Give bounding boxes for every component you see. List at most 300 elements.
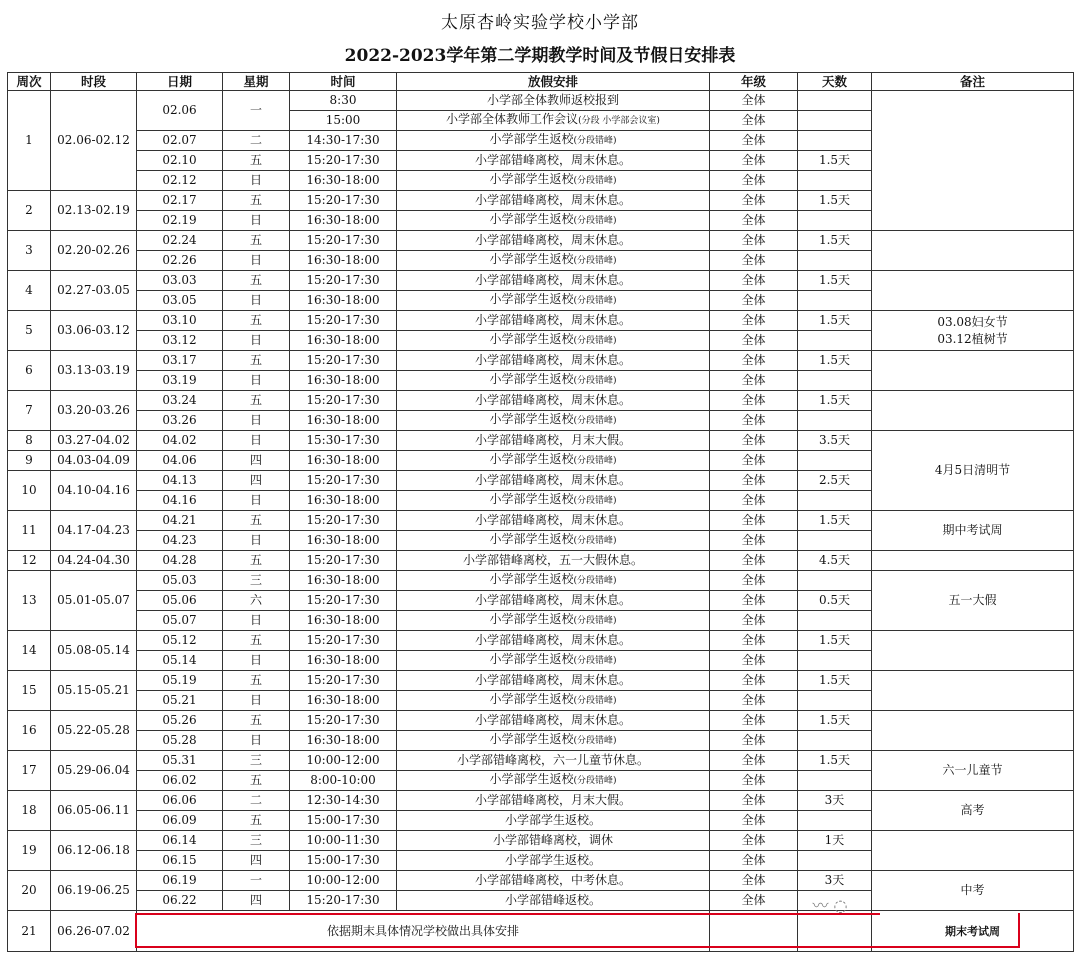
time-cell: 16:30-18:00 bbox=[290, 611, 397, 631]
time-cell: 15:00-17:30 bbox=[290, 811, 397, 831]
date-cell: 05.14 bbox=[137, 651, 223, 671]
weekday-cell: 一 bbox=[223, 91, 290, 131]
grade-cell: 全体 bbox=[710, 891, 798, 911]
table-row bbox=[8, 791, 1074, 811]
days-cell: 1.5天 bbox=[798, 151, 872, 171]
plan-cell bbox=[397, 731, 710, 751]
time-cell: 16:30-18:00 bbox=[290, 731, 397, 751]
date-cell: 06.19 bbox=[137, 871, 223, 891]
date-cell: 02.26 bbox=[137, 251, 223, 271]
page-title: 2022-2023学年第二学期教学时间及节假日安排表 bbox=[344, 46, 736, 66]
plan-note: (分段错峰) bbox=[573, 736, 617, 746]
date-cell: 05.21 bbox=[137, 691, 223, 711]
plan-text: 小学部学生返校。 bbox=[504, 813, 601, 827]
plan-cell bbox=[397, 411, 710, 431]
week-number: 18 bbox=[8, 791, 51, 831]
plan-text: 小学部错峰离校，周末休息。 bbox=[474, 193, 631, 207]
date-cell: 03.26 bbox=[137, 411, 223, 431]
plan-cell bbox=[397, 291, 710, 311]
header-plan: 放假安排 bbox=[397, 73, 710, 91]
header-date: 日期 bbox=[137, 73, 223, 91]
time-cell: 15:20-17:30 bbox=[290, 551, 397, 571]
week-range: 05.01-05.07 bbox=[51, 571, 137, 631]
days-cell bbox=[798, 611, 872, 631]
time-cell: 14:30-17:30 bbox=[290, 131, 397, 151]
date-cell: 03.24 bbox=[137, 391, 223, 411]
grade-cell: 全体 bbox=[710, 651, 798, 671]
grade-cell: 全体 bbox=[710, 451, 798, 471]
week-number: 2 bbox=[8, 191, 51, 231]
notes-cell bbox=[872, 271, 1074, 311]
week-range: 05.08-05.14 bbox=[51, 631, 137, 671]
plan-cell bbox=[397, 891, 710, 911]
days-cell bbox=[798, 851, 872, 871]
grade-cell: 全体 bbox=[710, 251, 798, 271]
weekday-cell: 四 bbox=[223, 851, 290, 871]
week-range: 04.24-04.30 bbox=[51, 551, 137, 571]
table-row bbox=[8, 871, 1074, 891]
days-cell bbox=[798, 531, 872, 551]
time-cell: 15:20-17:30 bbox=[290, 711, 397, 731]
notes-cell bbox=[872, 351, 1074, 391]
time-cell: 15:20-17:30 bbox=[290, 511, 397, 531]
days-cell bbox=[798, 131, 872, 151]
note-mayday: 五一大假 bbox=[948, 593, 997, 607]
days-cell bbox=[798, 651, 872, 671]
grade-cell: 全体 bbox=[710, 471, 798, 491]
date-cell: 05.26 bbox=[137, 711, 223, 731]
date-cell: 04.06 bbox=[137, 451, 223, 471]
plan-text: 小学部错峰离校，月末大假。 bbox=[474, 433, 631, 447]
grade-cell: 全体 bbox=[710, 811, 798, 831]
time-cell: 16:30-18:00 bbox=[290, 451, 397, 471]
grade-cell: 全体 bbox=[710, 311, 798, 331]
week21-plan: 依据期末具体情况学校做出具体安排 bbox=[137, 911, 710, 952]
date-cell: 06.02 bbox=[137, 771, 223, 791]
time-cell: 15:20-17:30 bbox=[290, 391, 397, 411]
time-cell: 15:20-17:30 bbox=[290, 311, 397, 331]
plan-cell bbox=[397, 271, 710, 291]
weekday-cell: 五 bbox=[223, 631, 290, 651]
notes-cell bbox=[872, 431, 1074, 511]
notes-cell bbox=[872, 711, 1074, 751]
week-range: 03.20-03.26 bbox=[51, 391, 137, 431]
weekday-cell: 五 bbox=[223, 391, 290, 411]
week-number: 3 bbox=[8, 231, 51, 271]
date-cell: 03.19 bbox=[137, 371, 223, 391]
week-range: 02.27-03.05 bbox=[51, 271, 137, 311]
date-cell: 02.19 bbox=[137, 211, 223, 231]
plan-cell bbox=[397, 831, 710, 851]
grade-cell: 全体 bbox=[710, 691, 798, 711]
grade-cell: 全体 bbox=[710, 91, 798, 111]
week-range: 03.27-04.02 bbox=[51, 431, 137, 451]
plan-text: 小学部学生返校。 bbox=[504, 853, 601, 867]
plan-note: (分段错峰) bbox=[573, 216, 617, 226]
weekday-cell: 三 bbox=[223, 751, 290, 771]
plan-cell bbox=[397, 171, 710, 191]
days-cell: 1.5天 bbox=[798, 311, 872, 331]
table-row bbox=[8, 91, 1074, 111]
header-row bbox=[8, 73, 1074, 91]
plan-cell bbox=[397, 671, 710, 691]
date-cell: 06.06 bbox=[137, 791, 223, 811]
time-cell: 15:20-17:30 bbox=[290, 471, 397, 491]
time-cell: 15:20-17:30 bbox=[290, 591, 397, 611]
plan-note: (分段错峰) bbox=[573, 656, 617, 666]
week-number: 20 bbox=[8, 871, 51, 911]
weekday-cell: 三 bbox=[223, 571, 290, 591]
weekday-cell: 日 bbox=[223, 411, 290, 431]
notes-cell bbox=[872, 91, 1074, 231]
time-cell: 16:30-18:00 bbox=[290, 331, 397, 351]
days-cell: 1.5天 bbox=[798, 671, 872, 691]
week-range: 06.12-06.18 bbox=[51, 831, 137, 871]
plan-text: 小学部错峰离校，周末休息。 bbox=[474, 473, 631, 487]
days-cell: 1.5天 bbox=[798, 751, 872, 771]
time-cell: 16:30-18:00 bbox=[290, 171, 397, 191]
date-cell: 03.17 bbox=[137, 351, 223, 371]
week-number: 1 bbox=[8, 91, 51, 191]
grade-cell: 全体 bbox=[710, 871, 798, 891]
date-cell: 03.05 bbox=[137, 291, 223, 311]
table-row bbox=[8, 571, 1074, 591]
plan-cell bbox=[397, 451, 710, 471]
plan-cell bbox=[397, 471, 710, 491]
plan-cell bbox=[397, 511, 710, 531]
plan-cell bbox=[397, 571, 710, 591]
plan-text: 小学部错峰离校，调休 bbox=[492, 833, 613, 847]
grade-cell: 全体 bbox=[710, 171, 798, 191]
grade-cell: 全体 bbox=[710, 611, 798, 631]
days-cell: 0.5天 bbox=[798, 591, 872, 611]
grade-cell: 全体 bbox=[710, 791, 798, 811]
notes-cell bbox=[872, 231, 1074, 271]
plan-cell bbox=[397, 751, 710, 771]
plan-text: 小学部学生返校 bbox=[489, 572, 574, 586]
plan-cell bbox=[397, 551, 710, 571]
days-cell: 1.5天 bbox=[798, 391, 872, 411]
plan-cell bbox=[397, 191, 710, 211]
table-row bbox=[8, 671, 1074, 691]
weekday-cell: 四 bbox=[223, 471, 290, 491]
days-cell bbox=[798, 91, 872, 111]
week-number: 13 bbox=[8, 571, 51, 631]
plan-text: 小学部错峰离校，周末休息。 bbox=[474, 313, 631, 327]
grade-cell: 全体 bbox=[710, 231, 798, 251]
days-cell bbox=[798, 571, 872, 591]
grade-cell: 全体 bbox=[710, 591, 798, 611]
date-cell: 02.07 bbox=[137, 131, 223, 151]
time-cell: 15:20-17:30 bbox=[290, 231, 397, 251]
plan-cell bbox=[397, 391, 710, 411]
weekday-cell: 五 bbox=[223, 311, 290, 331]
header-week: 周次 bbox=[8, 73, 51, 91]
time-cell: 16:30-18:00 bbox=[290, 691, 397, 711]
grade-cell: 全体 bbox=[710, 271, 798, 291]
grade-cell: 全体 bbox=[710, 411, 798, 431]
grade-cell: 全体 bbox=[710, 371, 798, 391]
plan-text: 小学部错峰离校，周末休息。 bbox=[474, 673, 631, 687]
table-row bbox=[8, 271, 1074, 291]
week-number: 19 bbox=[8, 831, 51, 871]
days-cell bbox=[798, 491, 872, 511]
plan-cell bbox=[397, 791, 710, 811]
plan-cell bbox=[397, 211, 710, 231]
weekday-cell: 五 bbox=[223, 771, 290, 791]
date-cell: 04.02 bbox=[137, 431, 223, 451]
days-cell: 1天 bbox=[798, 831, 872, 851]
week-range: 05.29-06.04 bbox=[51, 751, 137, 791]
date-cell: 03.10 bbox=[137, 311, 223, 331]
plan-text: 小学部学生返校 bbox=[489, 492, 574, 506]
grade-cell: 全体 bbox=[710, 291, 798, 311]
weekday-cell: 日 bbox=[223, 371, 290, 391]
plan-cell bbox=[397, 631, 710, 651]
plan-cell bbox=[397, 531, 710, 551]
time-cell: 16:30-18:00 bbox=[290, 531, 397, 551]
grade-cell: 全体 bbox=[710, 211, 798, 231]
grade-cell: 全体 bbox=[710, 851, 798, 871]
week-number: 12 bbox=[8, 551, 51, 571]
plan-cell bbox=[397, 331, 710, 351]
time-cell: 16:30-18:00 bbox=[290, 211, 397, 231]
plan-text: 小学部错峰离校，周末休息。 bbox=[474, 393, 631, 407]
plan-text: 小学部学生返校 bbox=[489, 172, 574, 186]
time-cell: 15:30-17:30 bbox=[290, 431, 397, 451]
plan-text: 小学部错峰离校，周末休息。 bbox=[474, 593, 631, 607]
week-number: 8 bbox=[8, 431, 51, 451]
week-range: 04.17-04.23 bbox=[51, 511, 137, 551]
plan-text: 小学部错峰离校，月末大假。 bbox=[474, 793, 631, 807]
plan-text: 小学部学生返校 bbox=[489, 132, 574, 146]
weekday-cell: 五 bbox=[223, 271, 290, 291]
plan-text: 小学部错峰离校，周末休息。 bbox=[474, 153, 631, 167]
weekday-cell: 五 bbox=[223, 231, 290, 251]
notes-cell bbox=[872, 511, 1074, 551]
notes-cell bbox=[872, 571, 1074, 631]
days-cell: 3天 bbox=[798, 791, 872, 811]
date-cell: 04.16 bbox=[137, 491, 223, 511]
weekday-cell: 三 bbox=[223, 831, 290, 851]
plan-cell bbox=[397, 131, 710, 151]
weekday-cell: 日 bbox=[223, 651, 290, 671]
days-cell bbox=[798, 771, 872, 791]
note-women-day: 03.08妇女节 bbox=[937, 314, 1008, 329]
grade-cell: 全体 bbox=[710, 531, 798, 551]
notes-cell bbox=[872, 391, 1074, 431]
plan-cell bbox=[397, 91, 710, 111]
plan-text: 小学部学生返校 bbox=[489, 332, 574, 346]
plan-text: 小学部错峰离校，六一儿童节休息。 bbox=[456, 753, 649, 767]
days-cell bbox=[798, 251, 872, 271]
plan-note: (分段错峰) bbox=[573, 376, 617, 386]
grade-cell: 全体 bbox=[710, 511, 798, 531]
plan-text: 小学部学生返校 bbox=[489, 772, 574, 786]
plan-text: 小学部错峰离校，周末休息。 bbox=[474, 713, 631, 727]
plan-cell bbox=[397, 851, 710, 871]
notes-cell bbox=[872, 751, 1074, 791]
plan-text: 小学部错峰离校，周末休息。 bbox=[474, 353, 631, 367]
time-cell: 15:20-17:30 bbox=[290, 631, 397, 651]
weekday-cell: 日 bbox=[223, 491, 290, 511]
table-row bbox=[8, 231, 1074, 251]
week-number: 15 bbox=[8, 671, 51, 711]
table-row-week21 bbox=[8, 911, 1074, 952]
plan-cell bbox=[397, 231, 710, 251]
plan-text: 小学部学生返校 bbox=[489, 412, 574, 426]
table-row bbox=[8, 351, 1074, 371]
date-cell: 04.21 bbox=[137, 511, 223, 531]
weekday-cell: 日 bbox=[223, 531, 290, 551]
plan-cell bbox=[397, 111, 710, 131]
days-cell: 4.5天 bbox=[798, 551, 872, 571]
grade-cell: 全体 bbox=[710, 131, 798, 151]
time-cell: 15:20-17:30 bbox=[290, 151, 397, 171]
notes-cell bbox=[872, 631, 1074, 671]
plan-note: (分段错峰) bbox=[573, 536, 617, 546]
plan-note: (分段错峰) bbox=[573, 296, 617, 306]
time-cell: 16:30-18:00 bbox=[290, 651, 397, 671]
plan-note: (分段错峰) bbox=[573, 416, 617, 426]
weekday-cell: 五 bbox=[223, 811, 290, 831]
days-cell: 3天 bbox=[798, 871, 872, 891]
date-cell: 06.09 bbox=[137, 811, 223, 831]
plan-note: (分段 小学部会议室) bbox=[578, 116, 660, 126]
plan-text: 小学部错峰离校，五一大假休息。 bbox=[462, 553, 643, 567]
week-number: 5 bbox=[8, 311, 51, 351]
days-cell bbox=[798, 371, 872, 391]
grade-cell: 全体 bbox=[710, 431, 798, 451]
table-row bbox=[8, 831, 1074, 851]
date-cell: 02.10 bbox=[137, 151, 223, 171]
week-number: 10 bbox=[8, 471, 51, 511]
week-range: 05.22-05.28 bbox=[51, 711, 137, 751]
plan-cell bbox=[397, 491, 710, 511]
plan-note: (分段错峰) bbox=[573, 136, 617, 146]
plan-note: (分段错峰) bbox=[573, 496, 617, 506]
plan-note: (分段错峰) bbox=[573, 776, 617, 786]
plan-note: (分段错峰) bbox=[573, 336, 617, 346]
weekday-cell: 日 bbox=[223, 171, 290, 191]
days-cell: 1.5天 bbox=[798, 631, 872, 651]
note-qingming: 4月5日清明节 bbox=[934, 463, 1011, 477]
week-range: 03.13-03.19 bbox=[51, 351, 137, 391]
days-cell: 3.5天 bbox=[798, 431, 872, 451]
table-row bbox=[8, 431, 1074, 451]
plan-text: 小学部学生返校 bbox=[489, 732, 574, 746]
weekday-cell: 五 bbox=[223, 351, 290, 371]
plan-text: 小学部错峰离校，周末休息。 bbox=[474, 633, 631, 647]
grade-cell: 全体 bbox=[710, 731, 798, 751]
date-cell: 06.22 bbox=[137, 891, 223, 911]
week-range: 06.19-06.25 bbox=[51, 871, 137, 911]
plan-note: (分段错峰) bbox=[573, 616, 617, 626]
table-row bbox=[8, 391, 1074, 411]
week-range: 03.06-03.12 bbox=[51, 311, 137, 351]
table-row bbox=[8, 751, 1074, 771]
notes-cell bbox=[872, 311, 1074, 351]
plan-text: 小学部学生返校 bbox=[489, 372, 574, 386]
notes-cell: 期末考试周 bbox=[872, 911, 1074, 952]
week-number: 21 bbox=[8, 911, 51, 952]
weekday-cell: 六 bbox=[223, 591, 290, 611]
date-cell: 04.28 bbox=[137, 551, 223, 571]
date-cell: 05.12 bbox=[137, 631, 223, 651]
week-number: 16 bbox=[8, 711, 51, 751]
header-range: 时段 bbox=[51, 73, 137, 91]
time-cell: 8:00-10:00 bbox=[290, 771, 397, 791]
note-children-day: 六一儿童节 bbox=[942, 763, 1003, 777]
grade-cell: 全体 bbox=[710, 191, 798, 211]
grade-cell: 全体 bbox=[710, 751, 798, 771]
time-cell: 15:20-17:30 bbox=[290, 271, 397, 291]
date-cell: 02.06 bbox=[137, 91, 223, 131]
header-time: 时间 bbox=[290, 73, 397, 91]
notes-cell bbox=[872, 551, 1074, 571]
plan-text: 小学部全体教师工作会议 bbox=[446, 112, 579, 126]
weekday-cell: 五 bbox=[223, 511, 290, 531]
header-weekday: 星期 bbox=[223, 73, 290, 91]
plan-cell bbox=[397, 771, 710, 791]
weekday-cell: 二 bbox=[223, 131, 290, 151]
plan-cell bbox=[397, 151, 710, 171]
plan-text: 小学部学生返校 bbox=[489, 292, 574, 306]
week-range: 04.10-04.16 bbox=[51, 471, 137, 511]
plan-text: 小学部全体教师返校报到 bbox=[486, 93, 619, 107]
days-cell bbox=[798, 171, 872, 191]
time-cell: 12:30-14:30 bbox=[290, 791, 397, 811]
week-number: 9 bbox=[8, 451, 51, 471]
days-cell bbox=[798, 731, 872, 751]
plan-cell bbox=[397, 691, 710, 711]
date-cell: 03.12 bbox=[137, 331, 223, 351]
plan-cell bbox=[397, 371, 710, 391]
grade-cell: 全体 bbox=[710, 771, 798, 791]
table-row bbox=[8, 511, 1074, 531]
date-cell: 05.28 bbox=[137, 731, 223, 751]
grade-cell: 全体 bbox=[710, 551, 798, 571]
week-range: 02.06-02.12 bbox=[51, 91, 137, 191]
plan-cell bbox=[397, 651, 710, 671]
date-cell: 05.07 bbox=[137, 611, 223, 631]
notes-cell bbox=[872, 831, 1074, 871]
grade-cell: 全体 bbox=[710, 331, 798, 351]
grade-cell: 全体 bbox=[710, 571, 798, 591]
note-gaokao: 高考 bbox=[960, 803, 985, 817]
plan-text: 小学部学生返校 bbox=[489, 252, 574, 266]
weekday-cell: 日 bbox=[223, 251, 290, 271]
plan-cell bbox=[397, 351, 710, 371]
days-cell: 1.5天 bbox=[798, 191, 872, 211]
week-range: 06.26-07.02 bbox=[51, 911, 137, 952]
date-cell: 05.31 bbox=[137, 751, 223, 771]
notes-cell bbox=[872, 791, 1074, 831]
notes-cell bbox=[872, 871, 1074, 911]
note-midterm: 期中考试周 bbox=[942, 523, 1003, 537]
time-cell: 10:00-12:00 bbox=[290, 751, 397, 771]
time-cell: 15:20-17:30 bbox=[290, 671, 397, 691]
weekday-cell: 二 bbox=[223, 791, 290, 811]
week-range: 06.05-06.11 bbox=[51, 791, 137, 831]
grade-cell: 全体 bbox=[710, 391, 798, 411]
plan-cell bbox=[397, 251, 710, 271]
week-range: 04.03-04.09 bbox=[51, 451, 137, 471]
grade-cell: 全体 bbox=[710, 151, 798, 171]
days-cell bbox=[798, 111, 872, 131]
weekday-cell: 五 bbox=[223, 151, 290, 171]
plan-text: 小学部错峰离校，周末休息。 bbox=[474, 513, 631, 527]
